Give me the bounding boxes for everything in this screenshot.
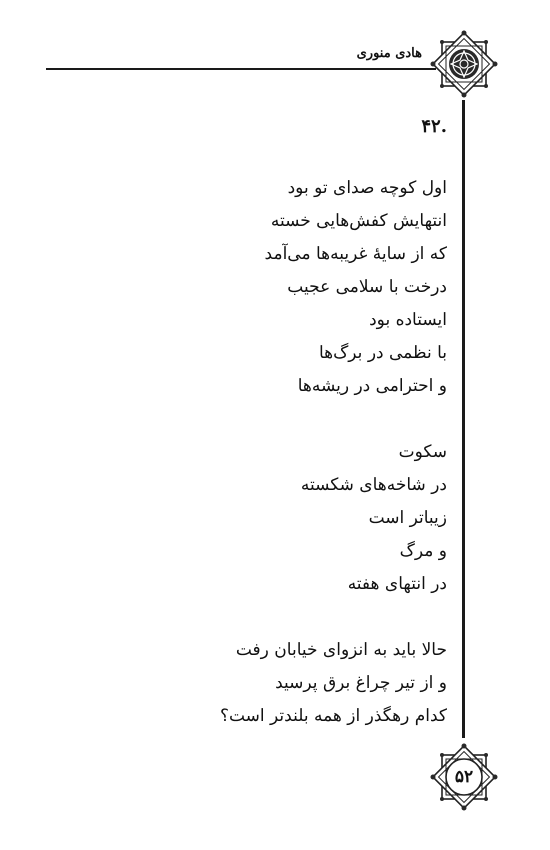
running-header-author: هادی منوری — [356, 46, 422, 61]
poem-line: کدام رهگذر از همه بلندتر است؟ — [219, 706, 447, 726]
poem-line: در انتهای هفته — [347, 574, 447, 594]
poem-line: و احترامی در ریشه‌ها — [297, 376, 447, 396]
eight-point-star-ornament-icon — [424, 24, 504, 104]
header-rule — [46, 68, 436, 70]
poem-line: درخت با سلامی عجیب — [287, 277, 447, 297]
poem-line: سکوت — [398, 442, 447, 462]
poem-number: .۴۲ — [421, 116, 447, 137]
poem-line: حالا باید به انزوای خیابان رفت — [235, 640, 447, 660]
poem-line: در شاخه‌های شکسته — [300, 475, 447, 495]
poem-line: که از سایهٔ غریبه‌ها می‌آمد — [264, 244, 447, 264]
poem-line: اول کوچه صدای تو بود — [287, 178, 447, 198]
poem-line: با نظمی در برگ‌ها — [318, 343, 447, 363]
poem-line: زیباتر است — [368, 508, 447, 528]
poem-line: انتهایش کفش‌هایی خسته — [270, 211, 447, 231]
poem-line: و مرگ — [399, 541, 447, 561]
page-number: ۵۲ — [454, 767, 474, 787]
margin-rule — [462, 100, 465, 738]
poem-line: ایستاده بود — [369, 310, 447, 330]
poem-line: و از تیر چراغ برق پرسید — [275, 673, 447, 693]
